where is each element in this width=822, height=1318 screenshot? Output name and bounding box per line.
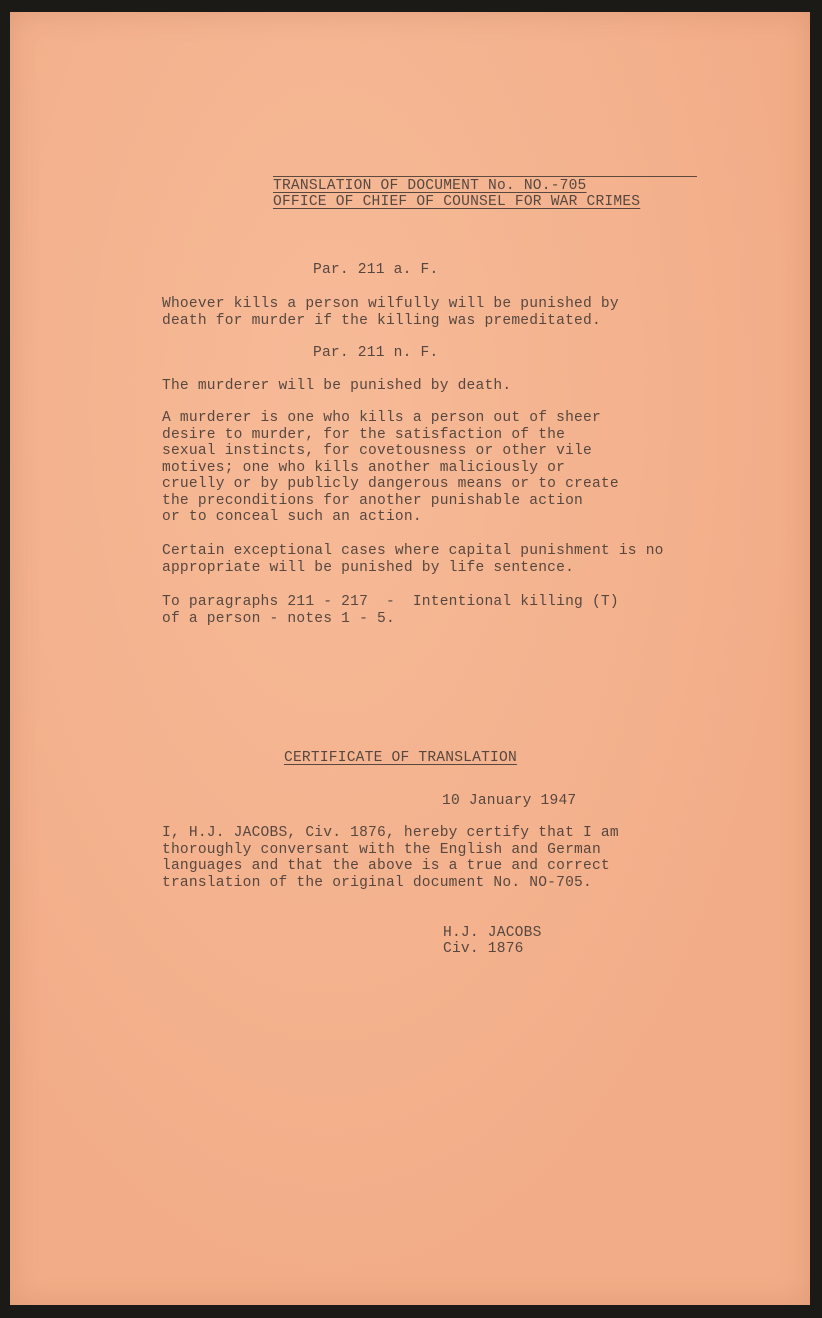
certificate-text: I, H.J. JACOBS, Civ. 1876, hereby certify that I am thoroughly conversant with the English and German languages and that the above is a true and correct translation of the original document No. NO-705. [162, 825, 619, 891]
par3-text: A murderer is one who kills a person out of sheer desire to murder, for the satisfaction of the sexual instincts, for covetousness or other vile motives; one who kills another maliciously or cruelly or by publicly dangerous means or to create the preconditions for another punishable action or to conceal such an action. [162, 410, 619, 525]
document-page [10, 12, 810, 1305]
header-title-line1: TRANSLATION OF DOCUMENT No. NO.-705 [273, 178, 587, 194]
par1-text: Whoever kills a person wilfully will be punished by death for murder if the killing was premeditated. [162, 296, 619, 329]
signature-name: H.J. JACOBS [443, 925, 542, 941]
par2-heading: Par. 211 n. F. [313, 345, 439, 361]
par1-heading: Par. 211 a. F. [313, 262, 439, 278]
signature-civ: Civ. 1876 [443, 941, 524, 957]
header-top-rule [273, 176, 697, 177]
certificate-date: 10 January 1947 [442, 793, 577, 809]
par2-text: The murderer will be punished by death. [162, 378, 512, 394]
par4-text: Certain exceptional cases where capital punishment is no appropriate will be punished by life sentence. [162, 543, 664, 576]
certificate-title: CERTIFICATE OF TRANSLATION [284, 750, 517, 766]
par5-text: To paragraphs 211 - 217 - Intentional killing (T) of a person - notes 1 - 5. [162, 594, 619, 627]
header-title-line2: OFFICE OF CHIEF OF COUNSEL FOR WAR CRIMES [273, 194, 641, 210]
